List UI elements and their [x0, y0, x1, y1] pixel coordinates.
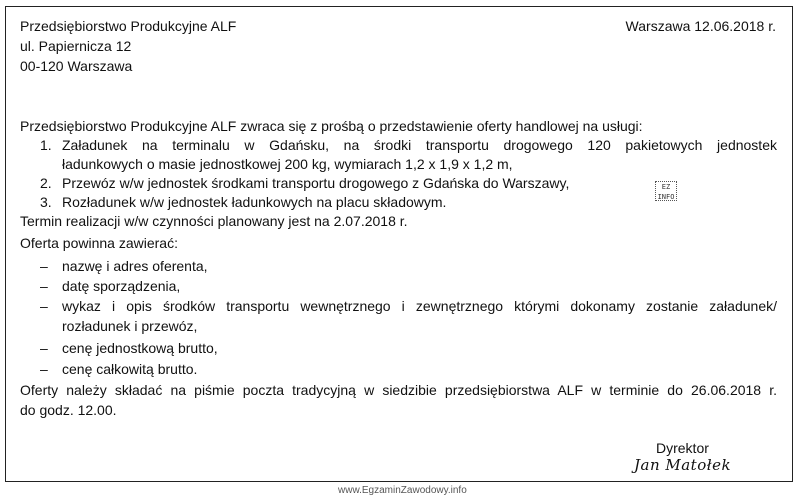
offer-item-1: nazwę i adres oferenta,: [62, 258, 208, 274]
dash-bullet: –: [40, 298, 48, 314]
service-number: 3.: [40, 194, 52, 210]
logo-text-bottom: INFO: [657, 193, 675, 201]
offer-item-3-line1: wykaz i opis środków transportu wewnętrznego i zewnętrznego którymi dokonamy zostanie załadunek/: [62, 298, 777, 314]
dash-bullet: –: [40, 340, 48, 356]
service-item-1-line2: ładunkowych o masie jednostkowej 200 kg, wymiarach 1,2 x 1,9 x 1,2 m,: [62, 156, 513, 172]
offer-item-5: cenę całkowitą brutto.: [62, 361, 198, 377]
sender-street: ul. Papiernicza 12: [20, 38, 132, 54]
service-item-2: Przewóz w/w jednostek środkami transportu drogowego z Gdańska do Warszawy,: [62, 175, 570, 191]
offer-item-4: cenę jednostkową brutto,: [62, 340, 218, 356]
signature-title: Dyrektor: [656, 440, 709, 456]
ez-info-logo: [655, 181, 677, 201]
service-item-3: Rozładunek w/w jednostek ładunkowych na placu składowym.: [62, 194, 447, 210]
submission-line1: Oferty należy składać na piśmie poczta tradycyjną w siedzibie przedsiębiorstwa ALF w terminie do 26.06.2018 r.: [20, 382, 777, 398]
submission-line2: do godz. 12.00.: [20, 402, 117, 418]
sender-company: Przedsiębiorstwo Produkcyjne ALF: [20, 18, 237, 34]
logo-text-top: EZ: [661, 183, 671, 191]
place-date: Warszawa 12.06.2018 r.: [625, 18, 776, 34]
sender-city: 00-120 Warszawa: [20, 58, 133, 74]
service-item-1-line1: Załadunek na terminalu w Gdańsku, na środki transportu drogowego 120 pakietowych jednostek: [62, 137, 777, 153]
dash-bullet: –: [40, 258, 48, 274]
signature-name: Jan Matołek: [634, 456, 732, 474]
dash-bullet: –: [40, 278, 48, 294]
offer-item-3-line2: rozładunek i przewóz,: [62, 318, 198, 334]
service-number: 1.: [40, 137, 52, 153]
dash-bullet: –: [40, 361, 48, 377]
intro-text: Przedsiębiorstwo Produkcyjne ALF zwraca się z prośbą o przedstawienie oferty handlowej na usługi:: [20, 118, 643, 134]
offer-heading: Oferta powinna zawierać:: [20, 235, 178, 251]
watermark: www.EgzaminZawodowy.info: [338, 485, 467, 496]
offer-item-2: datę sporządzenia,: [62, 278, 181, 294]
deadline-text: Termin realizacji w/w czynności planowany jest na 2.07.2018 r.: [20, 213, 408, 229]
service-number: 2.: [40, 175, 52, 191]
